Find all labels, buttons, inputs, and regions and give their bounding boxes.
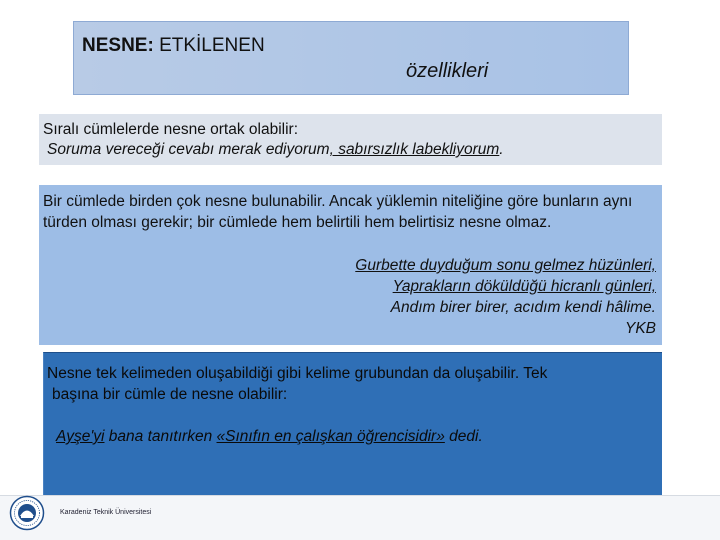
- multiple-objects-box: [39, 185, 662, 345]
- box3-paragraph: [47, 363, 657, 405]
- title-bold: NESNE:: [82, 35, 154, 56]
- poem-line: Yaprakların döküldüğü hicranlı günleri,: [392, 278, 656, 295]
- university-name: Karadeniz Teknik Üniversitesi: [60, 509, 152, 516]
- university-seal-icon: [9, 495, 45, 531]
- slide-title: [82, 35, 265, 57]
- shared-object-box: [39, 114, 662, 165]
- poem-author: YKB: [624, 320, 656, 337]
- phrase-object-box: [43, 352, 662, 495]
- box3-example-mid: bana tanıtırken: [104, 428, 217, 445]
- box3-line2: başına bir cümle de nesne olabilir:: [52, 386, 288, 403]
- box2-paragraph: Bir cümlede birden çok nesne bulunabilir. Ancak yüklemin niteliğine göre bunların aynı türden olması gerekir; bir cümlede hem belirtili hem belirtisiz nesne olmaz.: [43, 193, 633, 231]
- box1-line1: Sıralı cümlelerde nesne ortak olabilir:: [43, 121, 299, 138]
- poem-block: [355, 255, 656, 339]
- title-rest: ETKİLENEN: [153, 35, 265, 56]
- poem-line: Andım birer birer, acıdım kendi hâlime.: [390, 299, 656, 316]
- box1-example: [47, 141, 504, 159]
- box3-line1: Nesne tek kelimeden oluşabildiği gibi kelime grubundan da oluşabilir. Tek: [47, 365, 548, 382]
- box3-example-u2: «Sınıfın en çalışkan öğrencisidir»: [216, 428, 445, 445]
- box3-example-u1: Ayşe'yi: [56, 428, 105, 445]
- footer: [0, 496, 720, 540]
- box3-example: [56, 428, 483, 446]
- poem-line: Gurbette duyduğum sonu gelmez hüzünleri,: [355, 257, 656, 274]
- box1-example-underlined: , sabırsızlık labekliyorum: [329, 141, 500, 158]
- box1-example-plain: Soruma vereceği cevabı merak ediyorum: [47, 141, 330, 158]
- slide-subtitle: özellikleri: [406, 60, 489, 82]
- box3-example-end: dedi.: [444, 428, 483, 445]
- title-box: [73, 21, 629, 95]
- box1-example-end: .: [499, 141, 504, 158]
